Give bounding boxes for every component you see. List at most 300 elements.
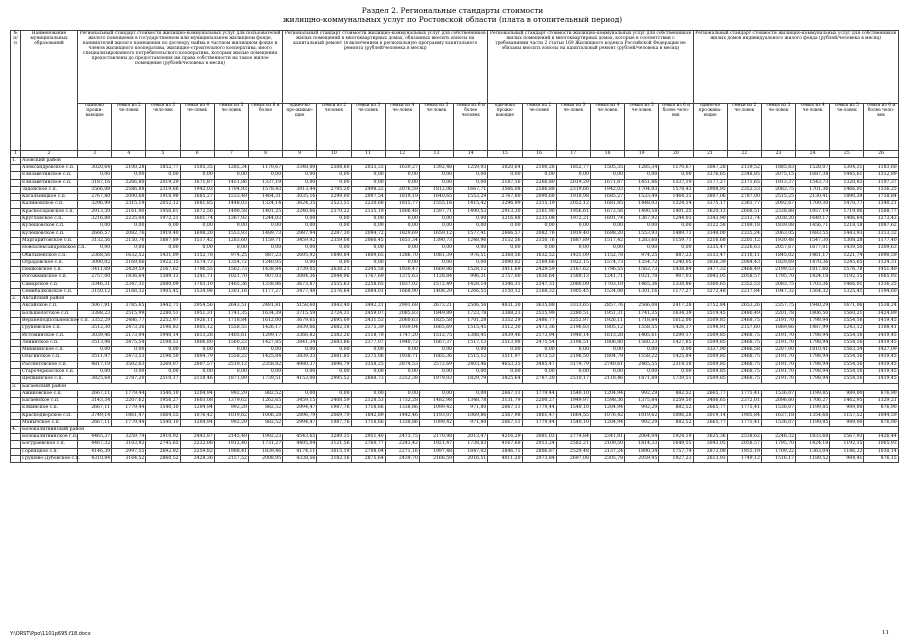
value-cell: 1489,73 <box>248 230 282 237</box>
value-cell: 1572,49 <box>419 281 453 288</box>
row-number-cell <box>11 419 21 426</box>
value-cell: 1683,55 <box>796 230 830 237</box>
value-cell: 1732,28 <box>385 397 419 404</box>
value-cell: 1019,62 <box>214 412 248 419</box>
value-cell: 2787,00 <box>727 194 761 201</box>
value-cell: 3513,98 <box>488 339 522 346</box>
value-cell: 1956,27 <box>146 397 180 404</box>
column-number: 5 <box>146 151 180 158</box>
value-cell: 2745,65 <box>146 441 180 448</box>
value-cell: 887,23 <box>248 252 282 259</box>
value-cell: 1723,78 <box>454 310 488 317</box>
value-cell: 2697,08 <box>556 455 590 462</box>
value-cell: 1939,04 <box>385 325 419 332</box>
value-cell: 2774,84 <box>556 434 590 441</box>
municipality-name: Калиновское с.п. <box>21 201 78 208</box>
value-cell: 1462,95 <box>830 397 864 404</box>
value-cell: 1741,35 <box>625 310 659 317</box>
value-cell: 1749,12 <box>727 455 761 462</box>
value-cell: 2252,97 <box>146 317 180 324</box>
value-cell: 1829,69 <box>761 259 795 266</box>
value-cell: 1613,28 <box>590 332 624 339</box>
header-group-3: Региональный стандарт стоимости жилищно-коммунальных услуг для собственников жилых помещений в многоквартирных домах, которые в соответствии с требованиями части 2 статьи 169 Жилищного кодекса Российской Федерации не обязаны вносить взносы на капитальный ремонт (рублей/человека в месяц) <box>488 31 693 104</box>
value-cell: 1438,84 <box>248 267 282 274</box>
value-cell: 0,00 <box>146 347 180 354</box>
value-cell: 1221,74 <box>830 252 864 259</box>
value-cell: 1885,83 <box>761 165 795 172</box>
value-cell: 1505,35 <box>180 165 214 172</box>
municipality-name: Белокалитвинское г.п. <box>22 434 78 440</box>
value-cell: 3511,97 <box>78 354 112 361</box>
column-number: 24 <box>796 151 830 158</box>
value-cell: 1698,20 <box>590 230 624 237</box>
municipality-name: Елизаветинское с.п. <box>21 172 78 179</box>
column-number: 23 <box>761 151 795 158</box>
value-cell: 1738,83 <box>454 441 488 448</box>
table-row <box>11 405 899 412</box>
row-number-cell <box>11 397 21 404</box>
value-cell: 3509,85 <box>693 354 727 361</box>
value-cell: 1128,84 <box>419 274 453 281</box>
value-cell: 2473,36 <box>112 325 146 332</box>
value-cell: 0,00 <box>248 347 282 354</box>
row-number-cell <box>11 347 21 354</box>
table-row <box>11 259 899 266</box>
value-cell: 2173,94 <box>112 332 146 339</box>
header-subcol: семья из 5 че-ловек <box>214 104 248 151</box>
value-cell: 2207,00 <box>761 347 795 354</box>
value-cell: 1634,39 <box>659 310 693 317</box>
value-cell: 3442,71 <box>146 303 180 310</box>
value-cell: 2481,81 <box>248 303 282 310</box>
value-cell: 1299,17 <box>248 332 282 339</box>
section-row <box>11 383 899 390</box>
value-cell: 0,00 <box>248 245 282 252</box>
value-cell: 3084,36 <box>283 274 317 281</box>
column-number: 26 <box>864 151 898 158</box>
value-cell: 1245,65 <box>830 259 864 266</box>
value-cell: 3509,85 <box>693 376 727 383</box>
value-cell: 1448,03 <box>625 201 659 208</box>
value-cell: 1241,71 <box>180 274 214 281</box>
value-cell: 0,00 <box>556 245 590 252</box>
value-cell: 4146,39 <box>78 448 112 455</box>
value-cell: 2161,90 <box>522 208 556 215</box>
value-cell: 3509,85 <box>693 339 727 346</box>
value-cell: 0,00 <box>454 245 488 252</box>
header-subcol: семья из 5 че-ловек <box>625 104 659 151</box>
value-cell: 1926,11 <box>180 317 214 324</box>
row-number-cell <box>11 289 21 296</box>
value-cell: 1840,84 <box>317 252 351 259</box>
value-cell: 1244,03 <box>248 216 282 223</box>
value-cell: 1887,89 <box>556 237 590 244</box>
value-cell: 1918,98 <box>556 194 590 201</box>
value-cell: 2973,84 <box>522 455 556 462</box>
value-cell: 3240,66 <box>283 208 317 215</box>
header-subcol: семья из 5 че-ловек <box>419 104 453 151</box>
value-cell: 1087,62 <box>864 223 898 230</box>
value-cell: 3846,75 <box>488 448 522 455</box>
value-cell: 1837,02 <box>385 281 419 288</box>
table-row <box>11 274 899 281</box>
value-cell: 1940,72 <box>385 339 419 346</box>
table-row <box>11 434 899 441</box>
value-cell: 3843,40 <box>317 303 351 310</box>
value-cell: 0,00 <box>385 179 419 186</box>
value-cell: 1940,29 <box>796 303 830 310</box>
value-cell: 3132,56 <box>78 237 112 244</box>
value-cell: 3739,05 <box>283 267 317 274</box>
value-cell: 1515,12 <box>454 354 488 361</box>
value-cell: 1204,94 <box>590 405 624 412</box>
value-cell: 1681,85 <box>590 201 624 208</box>
value-cell: 2191,70 <box>761 317 795 324</box>
value-cell: 1919,40 <box>556 230 590 237</box>
header-group-1: Региональный стандарт стоимости жилищно-коммунальных услуг для пользователей жилого помещения в государственном или муниципальном жилищном фонде, нанимателей жилого помещения по договору найма в частном жилищном фонде и членов жилищного кооператива, жилищно-строительного кооператива, иного специализированного потребительского кооператива, которым жилые помещения предоставлены до предоставления им права собственности на такое жилое помещение (рублей/человека в месяц) <box>78 31 283 104</box>
value-cell: 2130,41 <box>796 194 830 201</box>
row-number-cell <box>11 339 21 346</box>
header-name: Наименование муниципальных образований <box>21 31 78 151</box>
value-cell: 0,00 <box>351 223 385 230</box>
value-cell: 0,00 <box>317 179 351 186</box>
value-cell: 876,90 <box>864 405 898 412</box>
value-cell: 1065,93 <box>864 274 898 281</box>
value-cell: 1076,42 <box>590 412 624 419</box>
column-number: 19 <box>625 151 659 158</box>
value-cell: 3635,88 <box>522 303 556 310</box>
value-cell: 1997,48 <box>419 448 453 455</box>
value-cell: 2201,78 <box>761 310 795 317</box>
value-cell: 887,23 <box>659 252 693 259</box>
value-cell: 2638,21 <box>317 267 351 274</box>
value-cell: 1709,22 <box>761 448 795 455</box>
value-cell: 1259,93 <box>454 165 488 172</box>
municipality-name: Ленинское с.п. <box>21 339 78 346</box>
municipality-name: Грушево-Дубовское с.п. <box>22 455 81 461</box>
value-cell: 0,00 <box>317 172 351 179</box>
value-cell: 989,00 <box>830 390 864 397</box>
header-subcol: одино-ко про-живаю-щие <box>283 104 317 151</box>
value-cell: 1124,31 <box>864 259 898 266</box>
section-number: 4. <box>11 427 21 434</box>
value-cell: 0,00 <box>214 369 248 376</box>
value-cell: 2417,28 <box>659 303 693 310</box>
value-cell: 1194,60 <box>864 289 898 296</box>
value-cell: 0,00 <box>625 172 659 179</box>
table-row <box>11 179 899 186</box>
value-cell: 0,00 <box>112 245 146 252</box>
value-cell: 1428,14 <box>454 281 488 288</box>
value-cell: 1451,86 <box>214 179 248 186</box>
value-cell: 1852,77 <box>556 165 590 172</box>
value-cell: 1806,80 <box>180 339 214 346</box>
value-cell: 2345,58 <box>351 267 385 274</box>
value-cell: 2352,53 <box>727 281 761 288</box>
value-cell: 1597,71 <box>419 208 453 215</box>
value-cell: 1451,86 <box>625 179 659 186</box>
value-cell: 1972,21 <box>556 216 590 223</box>
value-cell: 2995,52 <box>317 376 351 383</box>
value-cell: 0,00 <box>78 369 112 376</box>
value-cell: 1703,36 <box>796 281 830 288</box>
value-cell: 2016,51 <box>454 455 488 462</box>
municipality-name: Кагальницкое с.п. <box>21 194 78 201</box>
value-cell: 1664,55 <box>556 412 590 419</box>
value-cell: 2280,51 <box>556 310 590 317</box>
value-cell: 2252,38 <box>385 376 419 383</box>
value-cell: 0,00 <box>488 245 522 252</box>
value-cell: 2370,22 <box>317 208 351 215</box>
value-cell: 0,00 <box>522 347 556 354</box>
value-cell: 5067,91 <box>78 303 112 310</box>
value-cell: 0,00 <box>351 216 385 223</box>
value-cell: 2954,56 <box>180 303 214 310</box>
header-subcol: семьи из 2 че-ловек <box>727 104 761 151</box>
value-cell: 1798,94 <box>796 376 830 383</box>
value-cell: 2913,30 <box>488 208 522 215</box>
row-number-cell <box>11 376 21 383</box>
value-cell: 2468,75 <box>727 376 761 383</box>
value-cell: 1367,92 <box>214 216 248 223</box>
value-cell: 3081,03 <box>522 434 556 441</box>
value-cell: 2757,00 <box>488 274 522 281</box>
row-number-cell <box>11 186 21 193</box>
value-cell: 1806,48 <box>385 208 419 215</box>
value-cell: 2092,67 <box>761 201 795 208</box>
row-number-cell <box>11 317 21 324</box>
value-cell: 1425,84 <box>659 354 693 361</box>
value-cell: 0,00 <box>283 390 317 397</box>
value-cell: 2243,42 <box>385 441 419 448</box>
value-cell: 1192,15 <box>830 441 864 448</box>
value-cell: 1301,16 <box>214 289 248 296</box>
value-cell: 1517,42 <box>590 237 624 244</box>
value-cell: 0,00 <box>351 347 385 354</box>
value-cell: 1951,31 <box>180 310 214 317</box>
column-number: 17 <box>556 151 590 158</box>
value-cell: 1340,21 <box>864 201 898 208</box>
value-cell: 2059,45 <box>625 455 659 462</box>
value-cell: 1779,44 <box>522 405 556 412</box>
value-cell: 2951,40 <box>351 434 385 441</box>
municipality-name: Верхнеподпольненское с.п. <box>22 317 90 323</box>
table-row <box>11 267 899 274</box>
value-cell: 3411,69 <box>488 267 522 274</box>
municipality-name: Истоминское с.п. <box>21 332 78 339</box>
value-cell: 1081,39 <box>419 252 453 259</box>
section-number: 3. <box>11 383 21 390</box>
value-cell: 1505,35 <box>590 165 624 172</box>
value-cell: 1889,66 <box>761 325 795 332</box>
value-cell: 1804,79 <box>180 354 214 361</box>
page-title <box>0 6 905 24</box>
value-cell: 1388,45 <box>454 332 488 339</box>
value-cell: 3343,90 <box>693 216 727 223</box>
value-cell: 3121,56 <box>317 441 351 448</box>
value-cell: 3512,30 <box>488 325 522 332</box>
value-cell: 3509,85 <box>693 369 727 376</box>
value-cell: 3150,12 <box>78 289 112 296</box>
value-cell: 0,00 <box>283 259 317 266</box>
value-cell: 0,00 <box>214 172 248 179</box>
value-cell: 882,52 <box>248 405 282 412</box>
value-cell: 2566,08 <box>625 303 659 310</box>
value-cell: 4980,37 <box>283 361 317 368</box>
table-row <box>11 317 899 324</box>
value-cell: 1942,03 <box>180 186 214 193</box>
municipality-name: Елкинское с.п. <box>21 405 78 412</box>
value-cell: 0,00 <box>454 259 488 266</box>
value-cell: 3513,98 <box>78 339 112 346</box>
value-cell: 1589,13 <box>556 274 590 281</box>
value-cell: 2135,19 <box>351 208 385 215</box>
value-cell: 2252,97 <box>556 317 590 324</box>
value-cell: 1825,58 <box>419 317 453 324</box>
value-cell: 1425,84 <box>248 354 282 361</box>
value-cell: 2326,63 <box>727 245 761 252</box>
value-cell: 3269,07 <box>146 361 180 368</box>
value-cell: 1199,85 <box>796 419 830 426</box>
value-cell: 1312,89 <box>864 172 898 179</box>
value-cell: 2468,75 <box>727 339 761 346</box>
value-cell: 0,00 <box>419 369 453 376</box>
title-line-1: Раздел 2. Региональные стандарты стоимости <box>361 6 544 15</box>
value-cell: 2189,18 <box>727 223 761 230</box>
value-cell: 1367,92 <box>625 216 659 223</box>
value-cell: 1603,08 <box>180 397 214 404</box>
value-cell: 2076,59 <box>385 186 419 193</box>
value-cell: 1069,86 <box>454 412 488 419</box>
value-cell: 2875,64 <box>351 455 385 462</box>
value-cell: 0,00 <box>590 245 624 252</box>
value-cell: 2431,53 <box>351 317 385 324</box>
column-number: 2 <box>21 151 78 158</box>
value-cell: 3019,14 <box>693 412 727 419</box>
value-cell: 0,00 <box>454 223 488 230</box>
value-cell: 1363,04 <box>796 448 830 455</box>
value-cell: 2319,66 <box>146 186 180 193</box>
value-cell: 1601,74 <box>590 216 624 223</box>
value-cell: 1309,63 <box>864 245 898 252</box>
value-cell: 1578,43 <box>248 186 282 193</box>
section-name: Багаевский район <box>21 383 899 390</box>
value-cell: 2666,57 <box>488 230 522 237</box>
value-cell: 0,00 <box>248 223 282 230</box>
value-cell: 2090,68 <box>112 194 146 201</box>
value-cell: 1540,10 <box>146 390 180 397</box>
row-number-cell <box>11 208 21 215</box>
value-cell: 3150,12 <box>488 289 522 296</box>
row-number-cell <box>11 237 21 244</box>
value-cell: 2468,75 <box>727 317 761 324</box>
value-cell: 1408,29 <box>419 289 453 296</box>
value-cell: 1632,52 <box>112 252 146 259</box>
value-cell: 1796,55 <box>180 267 214 274</box>
value-cell: 2064,04 <box>625 434 659 441</box>
row-number-cell <box>11 172 21 179</box>
municipality-name: Задонское с.п. <box>21 186 78 193</box>
row-number-cell <box>11 201 21 208</box>
municipality-name: Грушевское с.п. <box>21 325 78 332</box>
value-cell: 2667,11 <box>78 390 112 397</box>
value-cell: 0,00 <box>659 172 693 179</box>
value-cell: 882,52 <box>248 419 282 426</box>
value-cell: 2044,96 <box>317 274 351 281</box>
value-cell: 4817,19 <box>78 361 112 368</box>
value-cell: 2347,31 <box>522 281 556 288</box>
value-cell: 2314,18 <box>659 361 693 368</box>
value-cell: 0,00 <box>78 223 112 230</box>
value-cell: 2468,75 <box>727 361 761 368</box>
value-cell: 2683,86 <box>317 339 351 346</box>
row-number-cell <box>11 361 21 368</box>
column-number: 18 <box>590 151 624 158</box>
value-cell: 1336,25 <box>864 281 898 288</box>
value-cell: 0,00 <box>454 172 488 179</box>
value-cell: 2161,90 <box>112 208 146 215</box>
row-number-cell <box>11 390 21 397</box>
value-cell: 992,29 <box>214 390 248 397</box>
value-cell: 0,00 <box>454 216 488 223</box>
value-cell: 1336,25 <box>864 186 898 193</box>
value-cell: 1273,42 <box>864 216 898 223</box>
value-cell: 0,00 <box>419 347 453 354</box>
value-cell: 0,00 <box>385 259 419 266</box>
table-row <box>11 369 899 376</box>
column-number: 4 <box>112 151 146 158</box>
municipality-name: Большелогское с.п. <box>21 310 78 317</box>
value-cell: 2167,62 <box>556 267 590 274</box>
value-cell: 2375,39 <box>351 325 385 332</box>
value-cell: 1019,62 <box>625 412 659 419</box>
value-cell: 2246,32 <box>761 434 795 441</box>
value-cell: 2443,87 <box>180 434 214 441</box>
value-cell: 2201,12 <box>727 237 761 244</box>
value-cell: 2653,26 <box>727 303 761 310</box>
value-cell: 1553,29 <box>454 194 488 201</box>
value-cell: 1829,69 <box>385 230 419 237</box>
municipality-name: Горняцкое с.п. <box>21 448 78 455</box>
row-number-cell <box>11 325 21 332</box>
value-cell: 2347,31 <box>112 281 146 288</box>
value-cell: 1490,53 <box>454 208 488 215</box>
value-cell: 1348,78 <box>454 397 488 404</box>
value-cell: 1553,93 <box>214 230 248 237</box>
value-cell: 3360,65 <box>693 281 727 288</box>
value-cell: 3177,27 <box>693 179 727 186</box>
value-cell: 3187,16 <box>488 179 522 186</box>
value-cell: 2080,09 <box>146 281 180 288</box>
value-cell: 1338,86 <box>385 405 419 412</box>
value-cell: 1701,28 <box>454 317 488 324</box>
value-cell: 1419,45 <box>864 354 898 361</box>
value-cell: 2139,52 <box>727 165 761 172</box>
value-cell: 1567,93 <box>830 434 864 441</box>
value-cell: 1930,47 <box>385 267 419 274</box>
value-cell: 1189,52 <box>796 455 830 462</box>
value-cell: 0,00 <box>317 245 351 252</box>
value-cell: 0,00 <box>522 172 556 179</box>
value-cell: 1558,55 <box>625 325 659 332</box>
value-cell: 1427,85 <box>248 339 282 346</box>
value-cell: 3337,90 <box>693 347 727 354</box>
table-row <box>11 208 899 215</box>
value-cell: 0,00 <box>180 369 214 376</box>
value-cell: 1612,00 <box>248 317 282 324</box>
value-cell: 0,00 <box>385 369 419 376</box>
value-cell: 1812,06 <box>419 186 453 193</box>
